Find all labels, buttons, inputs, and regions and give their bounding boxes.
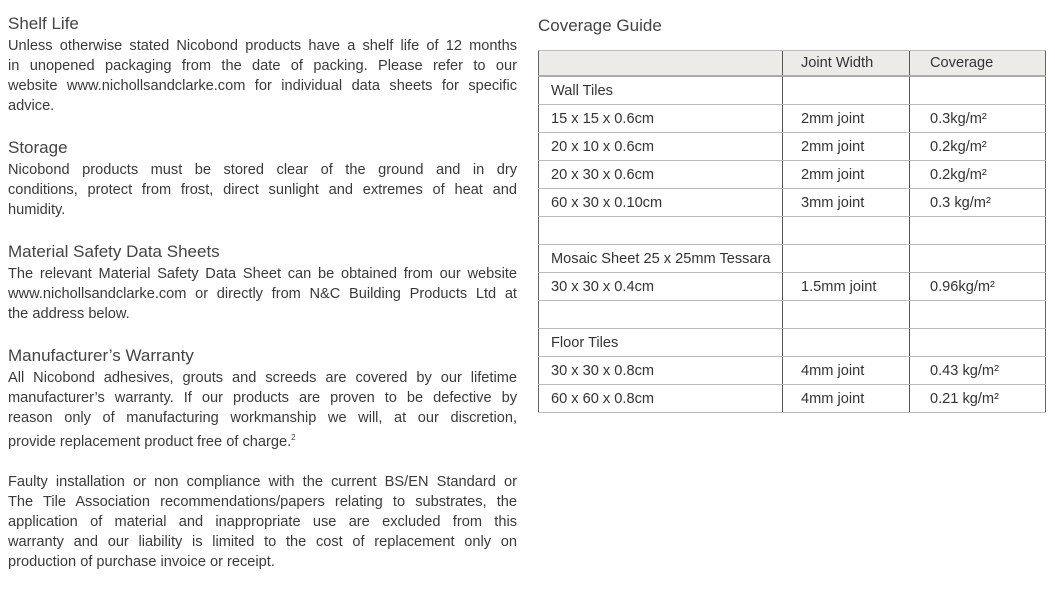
header-cell — [539, 51, 783, 77]
joint-width-cell: 2mm joint — [783, 161, 910, 189]
paragraph-line — [8, 472, 517, 492]
tile-size-cell: Wall Tiles — [539, 76, 783, 105]
joint-width-cell: 3mm joint — [783, 189, 910, 217]
coverage-cell — [910, 217, 1046, 245]
line-text: provide replacement product free of charge. — [8, 434, 292, 450]
coverage-cell: 0.3 kg/m² — [910, 189, 1046, 217]
paragraph-line — [8, 532, 517, 552]
line-text: in unopened packaging from the date of packing. Please refer to our — [8, 58, 517, 74]
tile-size-cell: 15 x 15 x 0.6cm — [539, 105, 783, 133]
table-row — [539, 217, 1046, 245]
paragraph-line — [8, 408, 517, 428]
paragraph-line — [8, 284, 517, 304]
line-text: Faulty installation or non compliance with the current BS/EN Standard or — [8, 474, 517, 490]
line-text: website www.nichollsandclarke.com for individual data sheets for specific — [8, 78, 517, 94]
coverage-table — [538, 50, 1046, 413]
paragraph-line — [8, 180, 517, 200]
line-text: the address below. — [8, 306, 130, 322]
paragraph-line — [8, 264, 517, 284]
section — [8, 472, 517, 572]
tile-size-cell: Floor Tiles — [539, 329, 783, 357]
coverage-cell: 0.3kg/m² — [910, 105, 1046, 133]
coverage-cell: 0.21 kg/m² — [910, 385, 1046, 413]
section-heading: Manufacturer’s Warranty — [8, 346, 194, 365]
line-text: reason only of manufacturing workmanship we will, at our discretion, — [8, 410, 517, 426]
section — [8, 12, 517, 116]
paragraph-line — [8, 56, 517, 76]
footnote-marker: 2 — [291, 433, 296, 442]
paragraph-line — [8, 552, 517, 572]
coverage-cell: 0.2kg/m² — [910, 133, 1046, 161]
line-text: conditions, protect from frost, direct sunlight and extremes of heat and — [8, 182, 517, 198]
table-row — [539, 329, 1046, 357]
joint-width-cell: 2mm joint — [783, 133, 910, 161]
paragraph-line — [8, 36, 517, 56]
table-row — [539, 133, 1046, 161]
section-heading: Storage — [8, 138, 68, 157]
joint-width-cell — [783, 245, 910, 273]
joint-width-cell: 1.5mm joint — [783, 273, 910, 301]
tile-size-cell — [539, 301, 783, 329]
header-joint-width: Joint Width — [783, 51, 910, 77]
tile-size-cell: 30 x 30 x 0.8cm — [539, 357, 783, 385]
info-column — [8, 12, 517, 592]
line-text: advice. — [8, 98, 55, 114]
table-row — [539, 245, 1046, 273]
coverage-cell: 0.2kg/m² — [910, 161, 1046, 189]
table-row — [539, 357, 1046, 385]
tile-size-cell: 20 x 10 x 0.6cm — [539, 133, 783, 161]
coverage-cell: 0.96kg/m² — [910, 273, 1046, 301]
line-text: warranty and our liability is limited to the cost of replacement only on — [8, 534, 517, 550]
coverage-guide — [538, 14, 1047, 413]
line-text: The relevant Material Safety Data Sheet can be obtained from our website — [8, 266, 517, 282]
table-row — [539, 273, 1046, 301]
table-row — [539, 161, 1046, 189]
coverage-cell — [910, 329, 1046, 357]
joint-width-cell — [783, 76, 910, 105]
table-row — [539, 105, 1046, 133]
line-text: application of material and inappropriate use are excluded from this — [8, 514, 517, 530]
section — [8, 136, 517, 220]
paragraph-line — [8, 76, 517, 96]
line-text: All Nicobond adhesives, grouts and screeds are covered by our lifetime — [8, 370, 517, 386]
coverage-cell — [910, 76, 1046, 105]
tile-size-cell: 60 x 30 x 0.10cm — [539, 189, 783, 217]
section-heading: Shelf Life — [8, 14, 79, 33]
table-row — [539, 189, 1046, 217]
paragraph-line — [8, 304, 517, 324]
joint-width-cell: 2mm joint — [783, 105, 910, 133]
tile-size-cell: Mosaic Sheet 25 x 25mm Tessara — [539, 245, 783, 273]
paragraph-line — [8, 492, 517, 512]
table-row — [539, 301, 1046, 329]
line-text: www.nichollsandclarke.com or directly from N&C Building Products Ltd at — [8, 286, 517, 302]
joint-width-cell: 4mm joint — [783, 357, 910, 385]
line-text: production of purchase invoice or receipt. — [8, 554, 275, 570]
line-text: humidity. — [8, 202, 66, 218]
section — [8, 344, 517, 452]
joint-width-cell — [783, 301, 910, 329]
joint-width-cell: 4mm joint — [783, 385, 910, 413]
line-text: manufacturer’s warranty. If our products are proven to be defective by — [8, 390, 517, 406]
tile-size-cell: 30 x 30 x 0.4cm — [539, 273, 783, 301]
line-text: The Tile Association recommendations/papers relating to substrates, the — [8, 494, 517, 510]
joint-width-cell — [783, 329, 910, 357]
section — [8, 240, 517, 324]
table-header — [539, 51, 1046, 77]
paragraph-line — [8, 200, 517, 220]
paragraph-line — [8, 512, 517, 532]
header-coverage: Coverage — [910, 51, 1046, 77]
coverage-cell — [910, 301, 1046, 329]
paragraph-line — [8, 388, 517, 408]
paragraph-line — [8, 368, 517, 388]
paragraph-line — [8, 160, 517, 180]
paragraph-line — [8, 96, 517, 116]
coverage-title: Coverage Guide — [538, 16, 662, 35]
tile-size-cell: 60 x 60 x 0.8cm — [539, 385, 783, 413]
line-text: Nicobond products must be stored clear of the ground and in dry — [8, 162, 517, 178]
paragraph-line — [8, 428, 517, 452]
tile-size-cell — [539, 217, 783, 245]
table-row — [539, 385, 1046, 413]
tile-size-cell: 20 x 30 x 0.6cm — [539, 161, 783, 189]
line-text: Unless otherwise stated Nicobond products have a shelf life of 12 months — [8, 38, 517, 54]
section-heading: Material Safety Data Sheets — [8, 242, 220, 261]
coverage-cell: 0.43 kg/m² — [910, 357, 1046, 385]
table-row — [539, 76, 1046, 105]
joint-width-cell — [783, 217, 910, 245]
coverage-cell — [910, 245, 1046, 273]
